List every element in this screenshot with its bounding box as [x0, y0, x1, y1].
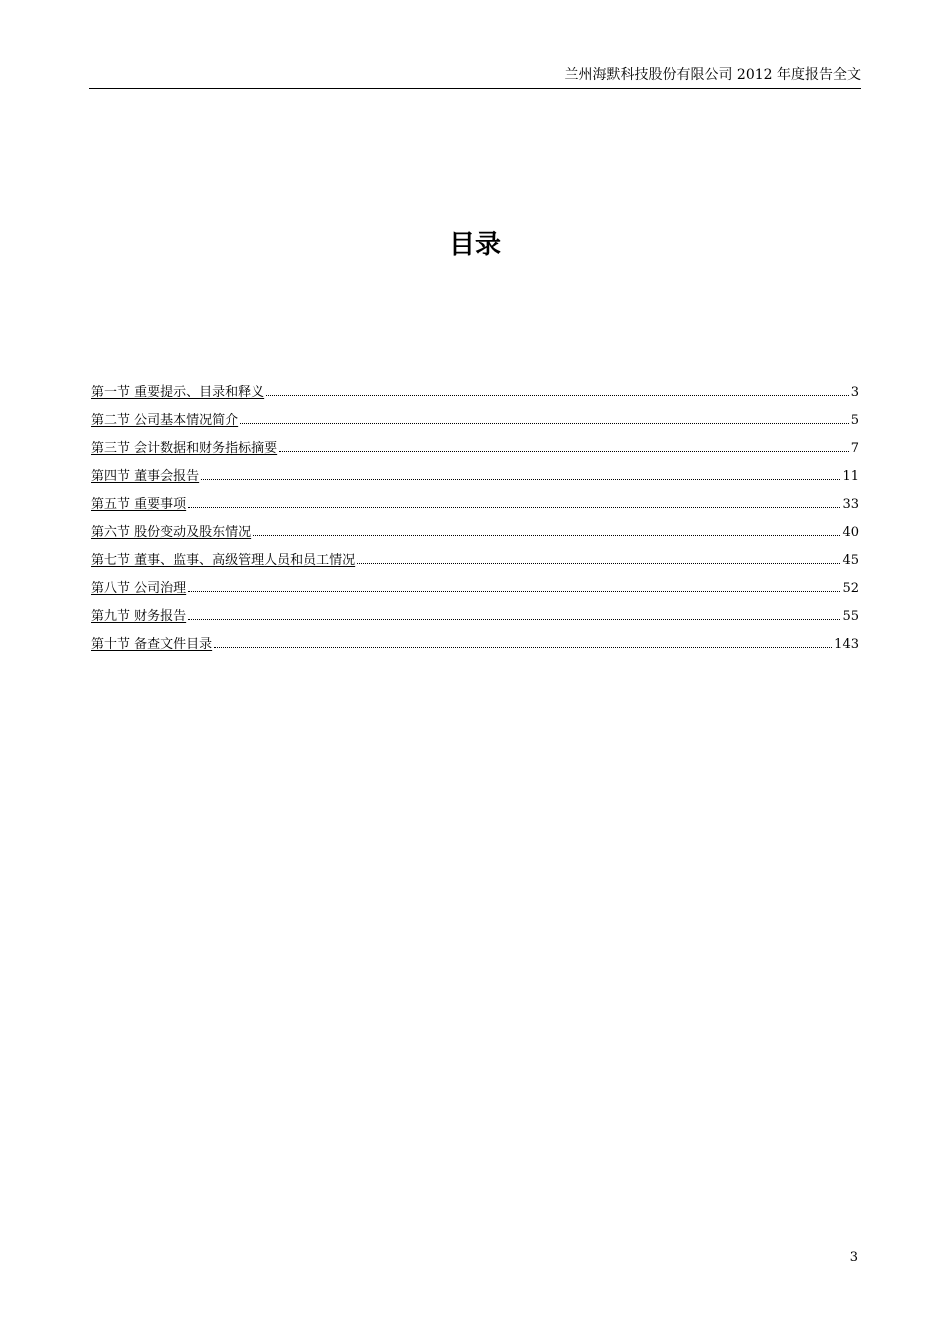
toc-dot-leader: [357, 551, 840, 564]
toc-entry-section-8[interactable]: [91, 579, 859, 607]
toc-entry-page: 7: [850, 441, 859, 456]
toc-entry-page: 52: [842, 581, 859, 596]
toc-entry-label: 第四节 董事会报告: [91, 469, 200, 484]
toc-entry-label: 第七节 董事、监事、高级管理人员和员工情况: [91, 553, 356, 568]
toc-entry-section-5[interactable]: [91, 495, 859, 523]
footer-page-number: 3: [849, 1250, 858, 1265]
toc-entry-section-1[interactable]: [91, 383, 859, 411]
toc-dot-leader: [279, 439, 849, 452]
toc-entry-section-9[interactable]: [91, 607, 859, 635]
toc-dot-leader: [188, 579, 840, 592]
toc-dot-leader: [214, 635, 832, 648]
toc-entry-section-4[interactable]: [91, 467, 859, 495]
toc-entry-label: 第八节 公司治理: [91, 581, 187, 596]
toc-entry-label: 第六节 股份变动及股东情况: [91, 525, 252, 540]
toc-entry-label: 第十节 备查文件目录: [91, 637, 213, 652]
toc-entry-section-6[interactable]: [91, 523, 859, 551]
toc-dot-leader: [188, 495, 840, 508]
toc-dot-leader: [201, 467, 840, 480]
toc-dot-leader: [240, 411, 849, 424]
toc-entry-section-7[interactable]: [91, 551, 859, 579]
toc-entry-section-10[interactable]: [91, 635, 859, 663]
toc-entry-page: 11: [842, 469, 859, 484]
toc-title: 目录: [448, 230, 501, 260]
document-header-title: 兰州海默科技股份有限公司 2012 年度报告全文: [564, 67, 861, 83]
toc-entry-label: 第三节 会计数据和财务指标摘要: [91, 441, 278, 456]
toc-entry-page: 3: [850, 385, 859, 400]
toc-entry-page: 40: [842, 525, 859, 540]
toc-entry-label: 第九节 财务报告: [91, 609, 187, 624]
toc-entry-page: 45: [842, 553, 859, 568]
toc-dot-leader: [266, 383, 849, 396]
toc-entry-section-3[interactable]: [91, 439, 859, 467]
toc-entry-section-2[interactable]: [91, 411, 859, 439]
toc-entry-label: 第一节 重要提示、目录和释义: [91, 385, 265, 400]
toc-entry-label: 第二节 公司基本情况简介: [91, 413, 239, 428]
toc-entry-page: 143: [834, 637, 859, 652]
header-divider: [89, 88, 861, 89]
toc-entry-page: 33: [842, 497, 859, 512]
toc-dot-leader: [253, 523, 840, 536]
toc-entry-page: 55: [842, 609, 859, 624]
toc-dot-leader: [188, 607, 840, 620]
table-of-contents: [91, 383, 859, 663]
toc-entry-label: 第五节 重要事项: [91, 497, 187, 512]
toc-entry-page: 5: [850, 413, 859, 428]
